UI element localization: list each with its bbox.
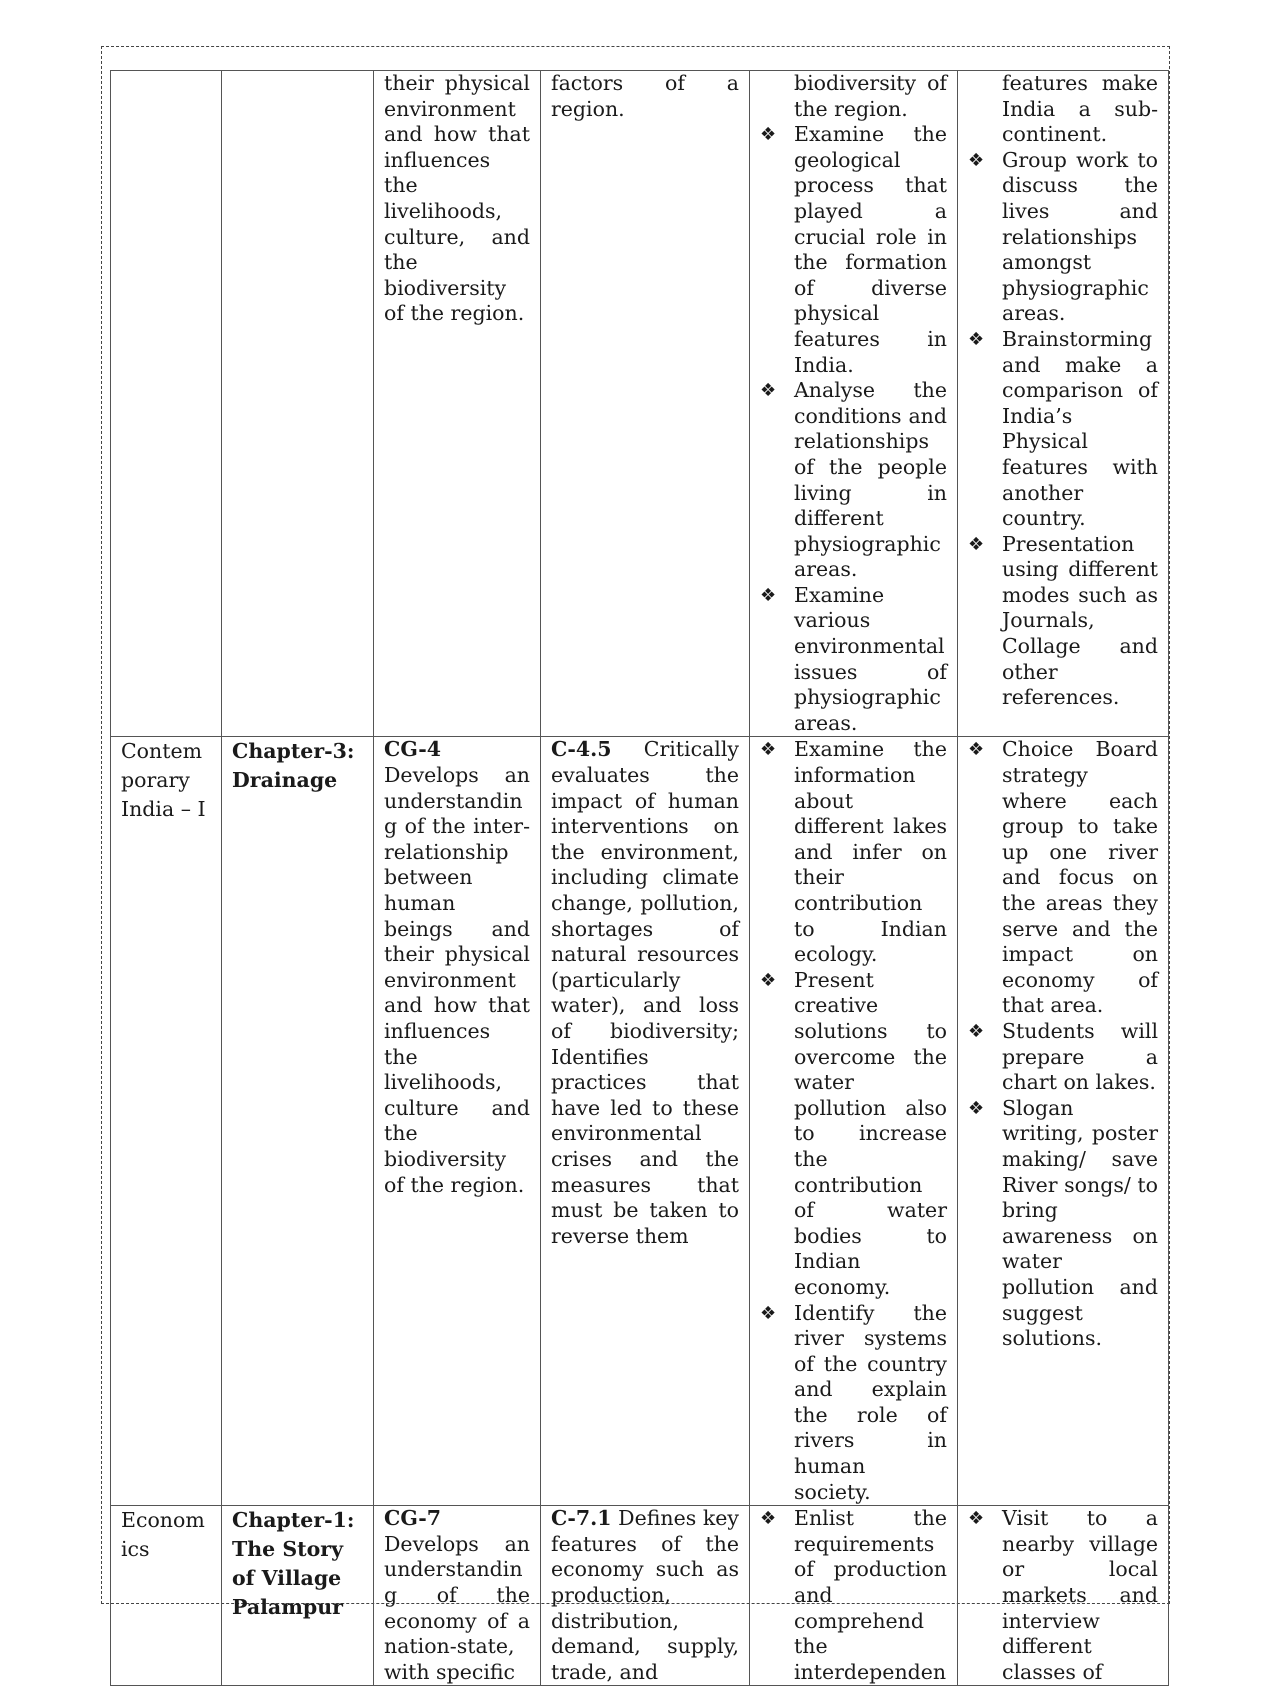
- chapter-cell: [222, 1506, 374, 1686]
- competency-code: C-4.5: [551, 737, 612, 762]
- subject-name: Contem porary India – I: [121, 739, 206, 822]
- pedagogy-activities-cell: [958, 737, 1169, 1506]
- list-item: ❖ Present creative solutions to overcome the water pollution also to increase the contribution of water bodies to Indian economy.: [760, 967, 947, 1299]
- four-diamond-bullet-icon: ❖: [760, 969, 777, 991]
- four-diamond-bullet-icon: ❖: [968, 1020, 985, 1042]
- four-diamond-bullet-icon: ❖: [760, 739, 777, 761]
- competency-text: Critically evaluates the impact of human interventions on the environment, including climate change, pollution, shortages of natural resources (particularly water), and loss of biodiversity; Identifies practices that have led to these environmental crises and the measures that must be taken to reverse them: [551, 737, 739, 1248]
- learning-outcomes-cell: [750, 737, 958, 1506]
- chapter-cell: [222, 71, 374, 737]
- list-item: ❖ Presentation using different modes such as Journals, Collage and other references.: [968, 531, 1158, 710]
- curricular-goal-code: CG-4: [384, 737, 441, 762]
- list-item: ❖ Choice Board strategy where each group to take up one river and focus on the areas they serve and the impact on economy of that area.: [968, 737, 1158, 1018]
- subject-cell: [111, 737, 222, 1506]
- learning-outcomes-cell: [750, 71, 958, 737]
- chapter-title: Chapter-3: Drainage: [232, 739, 355, 793]
- four-diamond-bullet-icon: ❖: [968, 533, 985, 555]
- curricular-goal-code: CG-7: [384, 1506, 441, 1531]
- subject-cell: [111, 1506, 222, 1686]
- list-item: ❖ Examine various environmental issues of physiographic areas.: [760, 582, 947, 735]
- four-diamond-bullet-icon: ❖: [968, 1097, 985, 1119]
- outcomes-list: [760, 737, 947, 1505]
- table-row: [111, 1506, 1169, 1686]
- list-item: ❖ Analyse the conditions and relationships of the people living in different physiographic areas.: [760, 378, 947, 582]
- curricular-goal-cell: [374, 737, 541, 1506]
- four-diamond-bullet-icon: ❖: [760, 584, 777, 606]
- pedagogy-activities-cell: [958, 1506, 1169, 1686]
- curricular-goal-cell: [374, 71, 541, 737]
- competency-cell: [541, 71, 750, 737]
- list-item: ❖ Identify the river systems of the country and explain the role of rivers in human society.: [760, 1300, 947, 1504]
- four-diamond-bullet-icon: ❖: [968, 149, 985, 171]
- outcomes-list: [760, 1506, 947, 1685]
- four-diamond-bullet-icon: ❖: [760, 124, 777, 146]
- activities-list: [968, 737, 1158, 1351]
- list-item: ❖ Examine the geological process that played a crucial role in the formation of diverse physical features in India.: [760, 122, 947, 377]
- list-item: ❖ Enlist the requirements of production and comprehend the interdependen: [760, 1506, 947, 1684]
- subject-name: Econom ics: [121, 1508, 205, 1562]
- curricular-goal-cell: [374, 1506, 541, 1686]
- activities-list: [968, 1506, 1158, 1685]
- four-diamond-bullet-icon: ❖: [968, 328, 985, 350]
- competency-text-block: [551, 737, 739, 1249]
- competency-code: C-7.1: [551, 1506, 612, 1531]
- curricular-goal-text: their physical environment and how that influences the livelihoods, culture, and the biodiversity of the region.: [384, 71, 530, 326]
- curricular-goal-text: Develops an understandin g of the inter-relationship between human beings and their physical environment and how that influences the livelihoods, culture and the biodiversity of the region.: [384, 763, 530, 1197]
- four-diamond-bullet-icon: ❖: [760, 1302, 777, 1324]
- table-row: [111, 737, 1169, 1506]
- list-item: ❖ Slogan writing, poster making/ save River songs/ to bring awareness on water pollution and suggest solutions.: [968, 1095, 1158, 1351]
- chapter-title: Chapter-1: The Story of Village Palampur: [232, 1508, 355, 1620]
- four-diamond-bullet-icon: ❖: [968, 739, 985, 761]
- four-diamond-bullet-icon: ❖: [760, 1508, 777, 1530]
- pedagogy-activities-cell: [958, 71, 1169, 737]
- curricular-goal-text: Develops an understandin g of the economy of a nation-state, with specific: [384, 1531, 530, 1684]
- competency-text-block: [551, 1506, 739, 1685]
- list-item: ❖ Group work to discuss the lives and relationships amongst physiographic areas.: [968, 147, 1158, 326]
- competency-cell: [541, 737, 750, 1506]
- outcomes-list: [760, 122, 947, 736]
- subject-cell: [111, 71, 222, 737]
- competency-text: Defines key features of the economy such as production, distribution, demand, supply, trade, and: [551, 1506, 739, 1684]
- four-diamond-bullet-icon: ❖: [968, 1508, 985, 1530]
- activity-continuation: features make India a sub-continent.: [1002, 71, 1158, 147]
- curriculum-table: [110, 70, 1169, 1686]
- competency-cell: [541, 1506, 750, 1686]
- learning-outcomes-cell: [750, 1506, 958, 1686]
- outcome-continuation: biodiversity of the region.: [794, 71, 947, 121]
- activities-list: [968, 148, 1158, 711]
- list-item: ❖ Visit to a nearby village or local markets and interview different classes of: [968, 1506, 1158, 1684]
- chapter-cell: [222, 737, 374, 1506]
- table-row: [111, 71, 1169, 737]
- list-item: ❖ Students will prepare a chart on lakes.: [968, 1018, 1158, 1095]
- list-item: ❖ Brainstorming and make a comparison of India’s Physical features with another country.: [968, 326, 1158, 531]
- four-diamond-bullet-icon: ❖: [760, 380, 777, 402]
- list-item: ❖ Examine the information about different lakes and infer on their contribution to Indian ecology.: [760, 737, 947, 967]
- competency-text: factors of a region.: [551, 71, 739, 121]
